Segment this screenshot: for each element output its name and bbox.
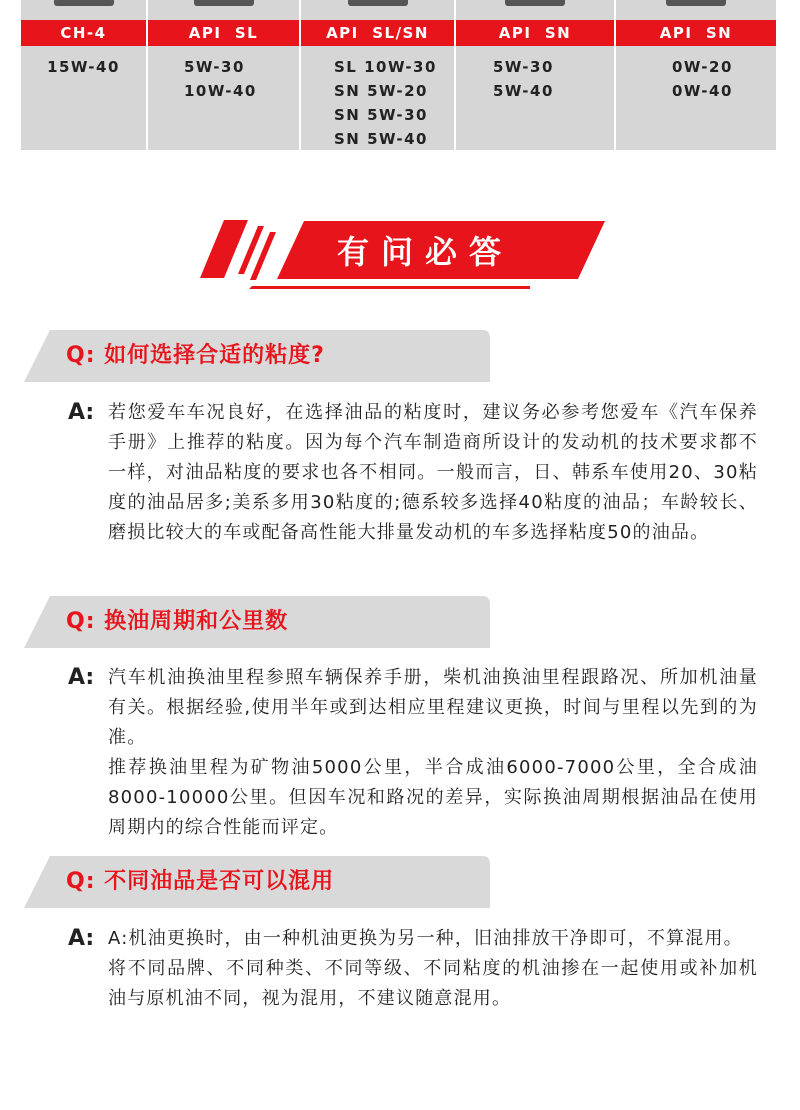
product-image — [348, 0, 408, 6]
spec-column — [454, 0, 614, 150]
answer-paragraph: 若您爱车车况良好，在选择油品的粘度时，建议务必参考您爱车《汽车保养手册》上推荐的粘度。因为每个汽车制造商所设计的发动机的技术要求都不一样，对油品粘度的要求也各不相同。一般而言，日、韩系车使用20、30粘度的油品居多;美系多用30粘度的;德系较多选择40粘度的油品；车龄较长、磨损比较大的车或配备高性能大排量发动机的车多选择粘度50的油品。 — [108, 402, 758, 543]
answer-text — [108, 924, 758, 1014]
spec-column-header: API SL — [148, 20, 299, 46]
viscosity-grade: 5W-30 — [493, 58, 554, 76]
viscosity-list — [301, 55, 454, 151]
viscosity-list — [456, 55, 614, 103]
question-bar — [24, 596, 490, 648]
viscosity-list — [616, 55, 776, 103]
product-image — [666, 0, 726, 6]
answer-paragraph: A:机油更换时，由一种机油更换为另一种，旧油排放干净即可，不算混用。 — [108, 928, 743, 949]
answer-text — [108, 663, 758, 843]
section-banner — [200, 218, 610, 290]
viscosity-list — [21, 55, 146, 79]
oil-spec-table — [21, 0, 776, 150]
question-bar — [24, 856, 490, 908]
section-title: 有问必答 — [336, 233, 513, 271]
answer-mark: A: — [68, 926, 95, 951]
viscosity-grade: 5W-40 — [493, 82, 554, 100]
viscosity-grade: SN 5W-30 — [334, 106, 428, 124]
spec-column-header: API SN — [456, 20, 614, 46]
spec-column — [299, 0, 454, 150]
answer-text — [108, 398, 758, 548]
answer-paragraph: 将不同品牌、不同种类、不同等级、不同粘度的机油掺在一起使用或补加机油与原机油不同，视为混用，不建议随意混用。 — [108, 958, 758, 1009]
spec-column — [21, 0, 146, 150]
viscosity-grade: 5W-30 — [184, 58, 245, 76]
product-image — [505, 0, 565, 6]
viscosity-grade: 10W-40 — [184, 82, 257, 100]
product-image — [54, 0, 114, 6]
viscosity-grade: SL 10W-30 — [334, 58, 437, 76]
question-text: Q: 换油周期和公里数 — [66, 609, 289, 634]
spec-column — [614, 0, 776, 150]
spec-column-header: CH-4 — [21, 20, 146, 46]
viscosity-grade: SN 5W-20 — [334, 82, 428, 100]
spec-column-header: API SN — [616, 20, 776, 46]
viscosity-grade: 0W-20 — [672, 58, 733, 76]
question-text: Q: 不同油品是否可以混用 — [66, 869, 335, 894]
spec-column-header: API SL/SN — [301, 20, 454, 46]
answer-paragraph: 推荐换油里程为矿物油5000公里，半合成油6000-7000公里，全合成油8000-10000公里。但因车况和路况的差异，实际换油周期根据油品在使用周期内的综合性能而评定。 — [108, 757, 758, 838]
answer-mark: A: — [68, 400, 95, 425]
viscosity-grade: 15W-40 — [47, 58, 120, 76]
spec-column — [146, 0, 299, 150]
viscosity-grade: 0W-40 — [672, 82, 733, 100]
viscosity-grade: SN 5W-40 — [334, 130, 428, 148]
answer-mark: A: — [68, 665, 95, 690]
product-image — [194, 0, 254, 6]
answer-paragraph: 汽车机油换油里程参照车辆保养手册，柴机油换油里程跟路况、所加机油量有关。根据经验,使用半年或到达相应里程建议更换，时间与里程以先到的为准。 — [108, 667, 758, 748]
viscosity-list — [148, 55, 299, 103]
question-text: Q: 如何选择合适的粘度? — [66, 343, 325, 368]
question-bar — [24, 330, 490, 382]
